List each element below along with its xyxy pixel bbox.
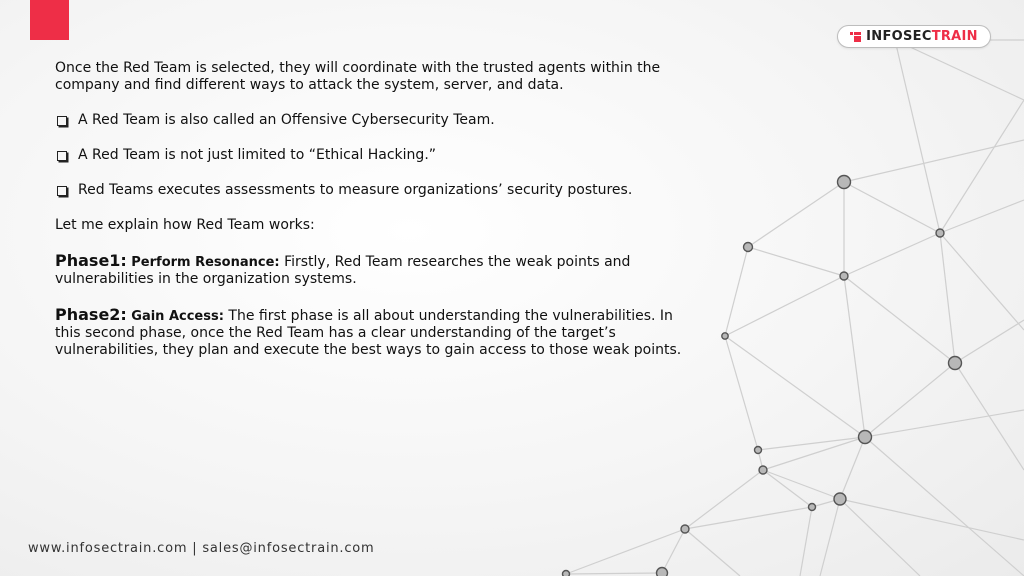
phase-2-text: The first phase is all about understanding the vulnerabilities. In this second phase, once the Red Team has a clear understanding of the target’s vulnerabilities, they plan and execute the best ways to gain access to those weak points.: [55, 308, 682, 358]
intro-paragraph: Once the Red Team is selected, they will coordinate with the trusted agents within the company and find different ways to attack the system, server, and data.: [55, 60, 661, 93]
phase-1-paragraph: [55, 252, 695, 288]
phase-2-title: Phase2:: [55, 305, 127, 324]
infosectrain-logo-icon: [850, 32, 861, 42]
slide-content: [55, 60, 695, 359]
footer-contact: www.infosectrain.com | sales@infosectrain.com: [28, 541, 375, 556]
phase-1-subtitle: Perform Resonance:: [131, 255, 280, 270]
lead-in-text: Let me explain how Red Team works:: [55, 217, 315, 233]
phase-1-text: Firstly, Red Team researches the weak points and vulnerabilities in the organization systems.: [55, 254, 631, 287]
checkbox-bullet-icon: [57, 116, 67, 126]
logo-text: [866, 29, 978, 44]
checkbox-bullet-icon: [57, 186, 67, 196]
bullet-text: A Red Team is not just limited to “Ethical Hacking.”: [78, 147, 437, 163]
bullet-text: Red Teams executes assessments to measure organizations’ security postures.: [78, 182, 633, 198]
checkbox-bullet-icon: [57, 151, 67, 161]
logo-text-accent: TRAIN: [931, 29, 978, 44]
bullet-text: A Red Team is also called an Offensive Cybersecurity Team.: [78, 112, 495, 128]
phase-2-subtitle: Gain Access:: [131, 309, 224, 324]
logo-text-main: INFOSEC: [866, 29, 932, 44]
bullet-item: [55, 182, 695, 199]
phase-2-paragraph: [55, 306, 695, 359]
phase-1-title: Phase1:: [55, 251, 127, 270]
infosectrain-logo: [837, 25, 991, 48]
bullet-item: [55, 147, 695, 164]
bullet-item: [55, 112, 695, 129]
